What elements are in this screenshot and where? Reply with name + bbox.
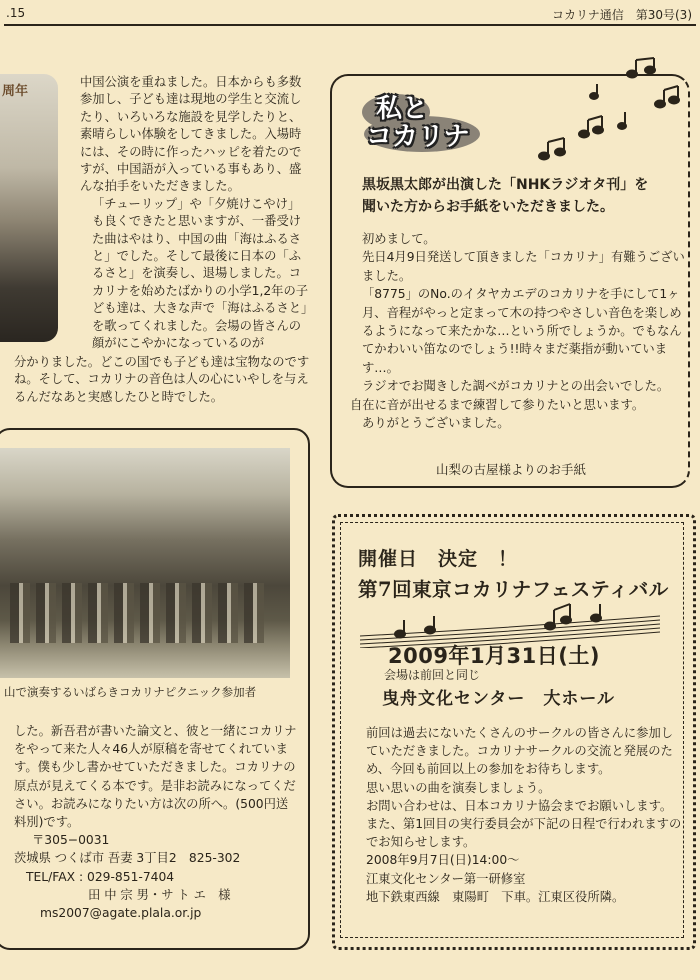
letter-line: 「8775」のNo.のイタヤカエデのコカリナを手にして1ヶ月、音程がやっと定まって木の持つやさしい音色を楽しめるようになって来たかな…という所でしょうか。でもなんてかわいい笛なのでしょう!!時々まだ薬指が動いています…。 [362, 287, 682, 375]
letter-line: 自在に音が出せるまで練習して参りたいと思います。 [350, 397, 645, 412]
festival-title-2: 第7回東京コカリナフェスティバル [358, 578, 669, 601]
letter-signature: 山梨の古屋様よりのお手紙 [436, 462, 587, 477]
tel-fax: TEL/FAX : 029-851-7404 [26, 869, 175, 884]
letter-line: ありがとうございました。 [362, 416, 510, 431]
paragraph: した。新吾君が書いた論文と、彼と一緒にコカリナをやって来た人々46人が原稿を寄せてくれています。僕も少し書かせていただきました。コカリナの原点が見えてくる本です。是非お読みになってください。お読みになりたい方は次の所へ。(500円送料別)です。 [14, 724, 297, 830]
paragraph: 分かりました。どこの国でも子ども達は宝物なのですね。そして、コカリナの音色は人の心にいやしを与えるんだなあと実感したひと時でした。 [14, 355, 310, 404]
letter-line: 初めまして。 [362, 232, 436, 246]
email-link[interactable]: ms2007@agate.plala.or.jp [40, 906, 202, 921]
left-column-continuation [14, 354, 314, 406]
letter-title-1: 私と [376, 94, 429, 124]
paragraph: 「チューリップ」や「夕焼けこやけ」も良くできたと思いますが、一番受けた曲はやはり、中国の曲「海はふるさと」でした。そして最後に日本の「ふるさと」を演奏し、退場しました。コカリナを始めたばかりの小学1,2年の子ども達は、大きな声で「海はふるさと」を歌ってくれました。会場の皆さんの顔がにこやかになっているのが [92, 196, 309, 351]
paragraph: 思い思いの曲を演奏しましょう。 [366, 780, 551, 795]
book-info [14, 722, 299, 922]
address: 茨城県 つくば市 吾妻 3丁目2 825-302 [14, 851, 241, 866]
letter-body [350, 230, 686, 432]
festival-date: 2009年1月31日(土) [388, 644, 600, 668]
meeting-date: 2008年9月7日(日)14:00〜 [366, 853, 520, 868]
festival-body [366, 724, 682, 906]
photo-caption: 山で演奏するいばらきコカリナピクニック参加者 [4, 685, 257, 699]
concert-photo [0, 74, 58, 342]
paragraph: 前回は過去にないたくさんのサークルの皆さんに参加していただきました。コカリナサークルの交流と発展のため、今回も前回以上の参加をお待ちします。 [366, 726, 674, 777]
contact-name: 田 中 宗 男・サ ト エ 様 [88, 887, 231, 902]
festival-venue: 曳舟文化センター 大ホール [382, 689, 615, 709]
photo-label-fragment: 周年 [2, 84, 29, 99]
paragraph: 中国公演を重ねました。日本からも多数参加し、子ども達は現地の学生と交流したり、いろいろな施設を見学したりと、素晴らしい体験をしてきました。入場時には、その時に作ったハッピを着たのですが、中国語が入っている事もあり、盛んな拍手をいただきました。 [80, 75, 302, 194]
headline-line: 聞いた方からお手紙をいただきました。 [362, 199, 614, 215]
music-notes-icon [532, 56, 682, 166]
letter-line: 先日4月9日発送して頂きました「コカリナ」有難うございました。 [362, 250, 685, 283]
left-column-text [80, 74, 312, 353]
page-number: .15 [6, 6, 26, 20]
meeting-access: 地下鉄東西線 東陽町 下車。江東区役所隣。 [366, 889, 625, 904]
letter-headline [362, 174, 682, 218]
festival-title-1: 開催日 決定 ！ [358, 548, 519, 570]
meeting-place: 江東文化センター第一研修室 [366, 871, 526, 886]
paragraph: お問い合わせは、日本コカリナ協会までお願いします。 [366, 798, 673, 813]
header-rule [4, 24, 696, 26]
venue-note: 会場は前回と同じ [384, 668, 481, 682]
issue-label: コカリナ通信 第30号(3) [551, 8, 692, 22]
picnic-photo [0, 448, 290, 678]
photo-people [10, 583, 270, 643]
postal-code: 〒305−0031 [32, 833, 110, 848]
letter-title-2: コカリナ [366, 122, 470, 152]
letter-line: ラジオでお聞きした調べがコカリナとの出会いでした。 [362, 379, 670, 394]
headline-line: 黒坂黒太郎が出演した「NHKラジオタ刊」を [362, 177, 649, 193]
paragraph: また、第1回目の実行委員会が下記の日程で行われますのでお知らせします。 [366, 817, 682, 850]
